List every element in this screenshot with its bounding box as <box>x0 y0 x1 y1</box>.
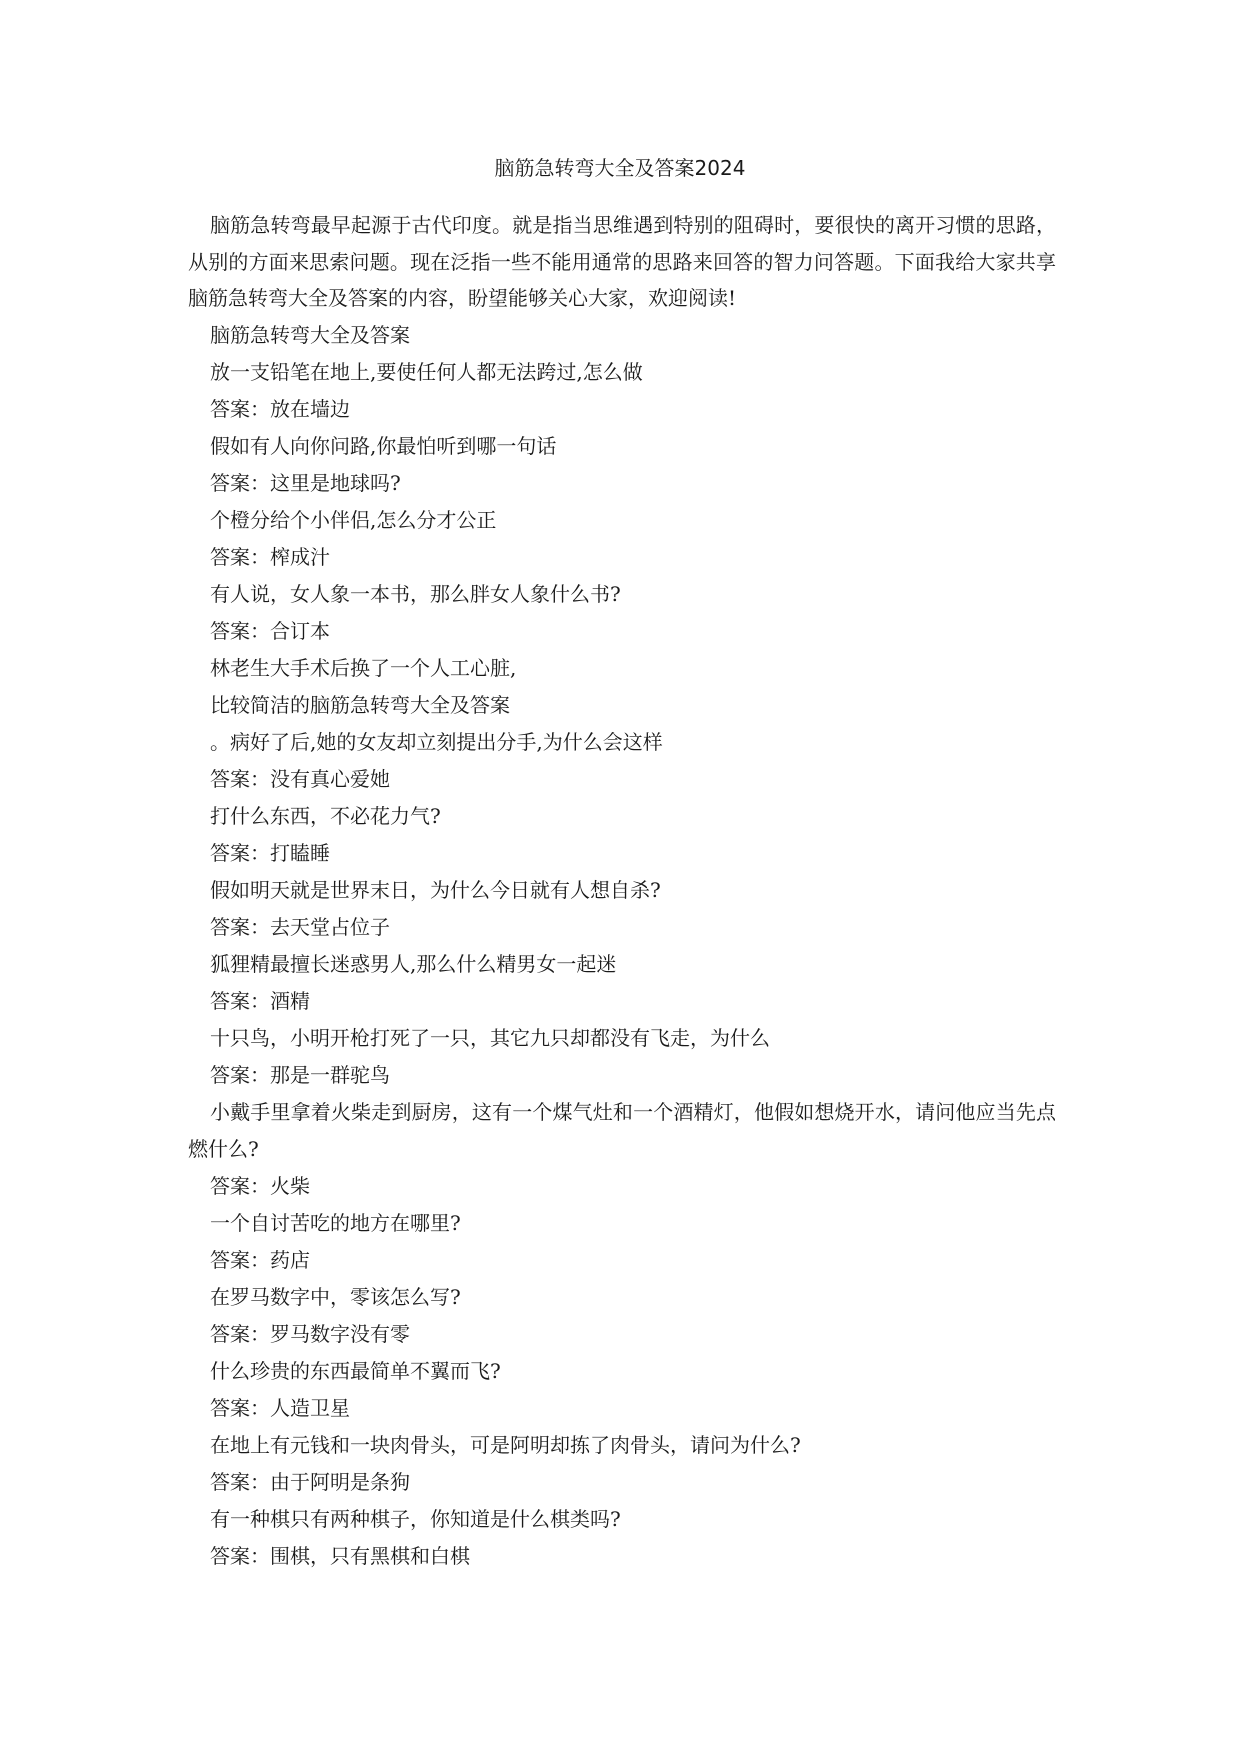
question-line: 打什么东西，不必花力气? <box>210 804 441 828</box>
question-line: 假如有人向你问路,你最怕听到哪一句话 <box>210 434 557 458</box>
question-line: 有人说，女人象一本书，那么胖女人象什么书? <box>210 582 621 606</box>
question-line: 狐狸精最擅长迷惑男人,那么什么精男女一起迷 <box>210 952 617 976</box>
answer-line: 答案：没有真心爱她 <box>210 767 390 791</box>
answer-line: 答案：打瞌睡 <box>210 841 330 865</box>
intro-paragraph: 脑筋急转弯最早起源于古代印度。就是指当思维遇到特别的阻碍时，要很快的离开习惯的思路，从别的方面来思索问题。现在泛指一些不能用通常的思路来回答的智力问答题。下面我给大家共享脑筋急转弯大全及答案的内容，盼望能够关心大家，欢迎阅读! <box>188 213 1056 310</box>
question-line: 。病好了后,她的女友却立刻提出分手,为什么会这样 <box>210 730 663 754</box>
answer-line: 答案：由于阿明是条狗 <box>210 1470 410 1494</box>
section-heading: 脑筋急转弯大全及答案 <box>210 323 410 347</box>
qa-list <box>188 317 1056 1575</box>
answer-line: 答案：放在墙边 <box>210 397 350 421</box>
answer-line: 答案：酒精 <box>210 989 310 1013</box>
answer-line: 答案：去天堂占位子 <box>210 915 390 939</box>
answer-line: 答案：合订本 <box>210 619 330 643</box>
question-line: 在地上有元钱和一块肉骨头，可是阿明却拣了肉骨头，请问为什么? <box>210 1433 801 1457</box>
answer-line: 答案：榨成汁 <box>210 545 330 569</box>
question-line: 什么珍贵的东西最简单不翼而飞? <box>210 1359 501 1383</box>
answer-line: 答案：火柴 <box>210 1174 310 1198</box>
answer-line: 答案：药店 <box>210 1248 310 1272</box>
question-line: 放一支铅笔在地上,要使任何人都无法跨过,怎么做 <box>210 360 643 384</box>
question-line: 有一种棋只有两种棋子，你知道是什么棋类吗? <box>210 1507 621 1531</box>
question-line: 小戴手里拿着火柴走到厨房，这有一个煤气灶和一个酒精灯，他假如想烧开水，请问他应当先点燃什么? <box>188 1100 1056 1161</box>
question-line: 假如明天就是世界末日，为什么今日就有人想自杀? <box>210 878 661 902</box>
answer-line: 答案：那是一群驼鸟 <box>210 1063 390 1087</box>
question-line: 在罗马数字中，零该怎么写? <box>210 1285 461 1309</box>
answer-line: 答案：罗马数字没有零 <box>210 1322 410 1346</box>
document-title: 脑筋急转弯大全及答案2024 <box>494 156 746 180</box>
answer-line: 答案：围棋，只有黑棋和白棋 <box>210 1544 470 1568</box>
inserted-heading-line: 比较简洁的脑筋急转弯大全及答案 <box>210 693 510 717</box>
question-line: 林老生大手术后换了一个人工心脏, <box>210 656 517 680</box>
question-line: 十只鸟，小明开枪打死了一只，其它九只却都没有飞走，为什么 <box>210 1026 770 1050</box>
answer-line: 答案：人造卫星 <box>210 1396 350 1420</box>
question-line: 一个自讨苦吃的地方在哪里? <box>210 1211 461 1235</box>
question-line: 个橙分给个小伴侣,怎么分才公正 <box>210 508 497 532</box>
answer-line: 答案：这里是地球吗? <box>210 471 401 495</box>
